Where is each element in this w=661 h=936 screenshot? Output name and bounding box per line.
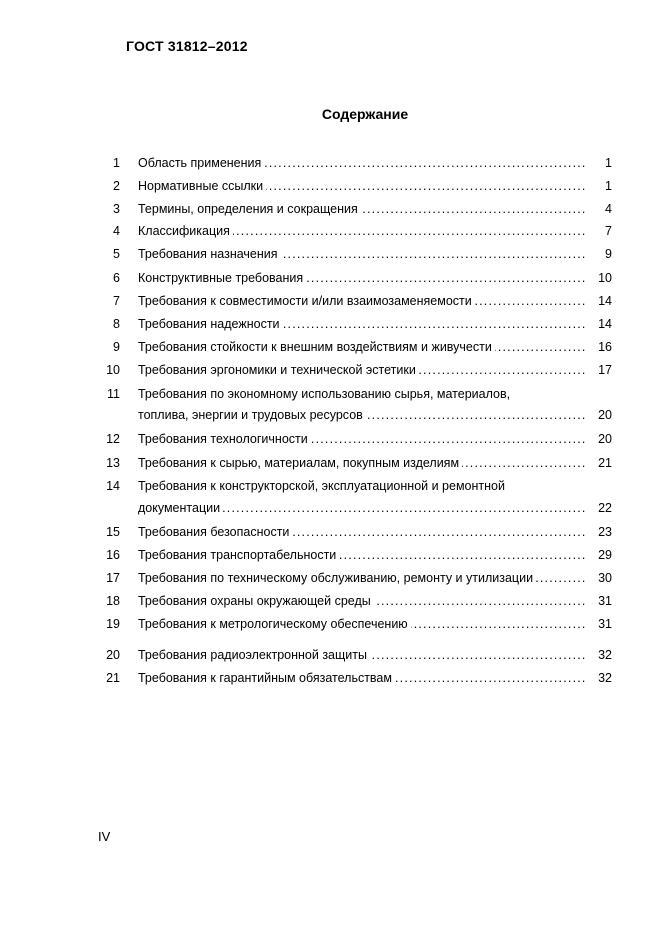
toc-entry[interactable]: [0, 385, 661, 403]
toc-entry-text: Требования надежности: [138, 317, 283, 331]
toc-entry-text: Требования транспортабельности: [138, 548, 339, 562]
toc-entry-number: 21: [106, 671, 120, 685]
toc-entry-number: 17: [106, 571, 120, 585]
toc-entry-number: 16: [106, 548, 120, 562]
toc-title: Содержание: [321, 106, 409, 122]
toc-entry-page: 32: [598, 648, 612, 662]
toc-entry-text: Требования стойкости к внешним воздействиям и живучести: [138, 340, 495, 354]
toc-entry-text: Требования радиоэлектронной защиты: [138, 648, 370, 662]
toc-entry-page: 20: [598, 432, 612, 446]
toc-entry[interactable]: [0, 222, 661, 240]
toc-entry[interactable]: [0, 269, 661, 287]
toc-entry-page: 14: [598, 294, 612, 308]
toc-entry-page: 9: [605, 247, 612, 261]
toc-entry-text: Требования к конструкторской, эксплуатационной и ремонтной: [138, 479, 505, 493]
toc-entry[interactable]: [0, 315, 661, 333]
toc-entry-page: 1: [605, 156, 612, 170]
toc-entry-page: 14: [598, 317, 612, 331]
toc-entry-number: 4: [113, 224, 120, 238]
toc-entry-text: Требования эргономики и технической эстетики: [138, 363, 419, 377]
toc-entry[interactable]: [0, 477, 661, 495]
toc-entry-text: Классификация: [138, 224, 233, 238]
toc-entry[interactable]: [0, 454, 661, 472]
toc-entry-text: Требования назначения: [138, 247, 281, 261]
toc-entry-text: Конструктивные требования: [138, 271, 306, 285]
toc-entry-page: 20: [598, 408, 612, 422]
toc-entry[interactable]: [0, 646, 661, 664]
toc-entry-number: 12: [106, 432, 120, 446]
toc-entry-text: Требования охраны окружающей среды: [138, 594, 374, 608]
toc-entry[interactable]: [0, 569, 661, 587]
toc-entry-text: Требования к совместимости и/или взаимозаменяемости: [138, 294, 475, 308]
toc-entry[interactable]: [0, 245, 661, 263]
toc-entry-number: 6: [113, 271, 120, 285]
toc-entry-text: Требования к гарантийным обязательствам: [138, 671, 395, 685]
toc-entry-number: 14: [106, 479, 120, 493]
toc-entry[interactable]: [0, 430, 661, 448]
toc-entry[interactable]: [0, 615, 661, 633]
toc-entry[interactable]: [0, 592, 661, 610]
toc-entry[interactable]: [0, 546, 661, 564]
toc-entry-continuation[interactable]: [0, 406, 661, 424]
toc-entry-number: 1: [113, 156, 120, 170]
toc-entry-number: 2: [113, 179, 120, 193]
toc-entry-page: 30: [598, 571, 612, 585]
toc-entry-number: 7: [113, 294, 120, 308]
toc-entry-number: 13: [106, 456, 120, 470]
toc-entry[interactable]: [0, 669, 661, 687]
toc-entry-page: 16: [598, 340, 612, 354]
toc-entry-page: 31: [598, 594, 612, 608]
toc-entry-number: 18: [106, 594, 120, 608]
toc-entry-number: 8: [113, 317, 120, 331]
toc-entry-number: 11: [107, 387, 120, 401]
toc-entry-page: 1: [605, 179, 612, 193]
toc-entry-text: Термины, определения и сокращения: [138, 202, 361, 216]
toc-entry[interactable]: [0, 177, 661, 195]
toc-entry-text: Требования по экономному использованию сырья, материалов,: [138, 387, 511, 401]
toc-entry[interactable]: [0, 292, 661, 310]
toc-entry-page: 17: [598, 363, 612, 377]
toc-entry-text: Требования по техническому обслуживанию, ремонту и утилизации: [138, 571, 536, 585]
toc-entry-page: 21: [598, 456, 612, 470]
toc-entry-page: 4: [605, 202, 612, 216]
toc-entry[interactable]: [0, 154, 661, 172]
toc-entry-continuation[interactable]: [0, 499, 661, 517]
toc-entry-text: Нормативные ссылки: [138, 179, 266, 193]
document-code: ГОСТ 31812–2012: [126, 38, 248, 54]
toc-entry-number: 5: [113, 247, 120, 261]
toc-entry-page: 22: [598, 501, 612, 515]
toc-entry-number: 3: [113, 202, 120, 216]
toc-entry-text-continued: документации: [138, 501, 223, 515]
toc-entry-page: 10: [598, 271, 612, 285]
toc-entry[interactable]: [0, 200, 661, 218]
toc-entry-text: Требования технологичности: [138, 432, 311, 446]
toc-entry-page: 23: [598, 525, 612, 539]
toc-entry[interactable]: [0, 338, 661, 356]
toc-entry-number: 19: [106, 617, 120, 631]
toc-entry-number: 9: [113, 340, 120, 354]
toc-entry-page: 32: [598, 671, 612, 685]
toc-entry-number: 10: [106, 363, 120, 377]
toc-entry-number: 15: [106, 525, 120, 539]
toc-entry-page: 7: [605, 224, 612, 238]
toc-entry[interactable]: [0, 523, 661, 541]
toc-entry[interactable]: [0, 361, 661, 379]
toc-entry-page: 29: [598, 548, 612, 562]
toc-entry-text-continued: топлива, энергии и трудовых ресурсов: [138, 408, 366, 422]
page-number: IV: [98, 829, 111, 844]
toc-entry-number: 20: [106, 648, 120, 662]
toc-entry-page: 31: [598, 617, 612, 631]
toc-entry-text: Область применения: [138, 156, 264, 170]
toc-entry-text: Требования к сырью, материалам, покупным изделиям: [138, 456, 462, 470]
toc-entry-text: Требования безопасности: [138, 525, 292, 539]
toc-entry-text: Требования к метрологическому обеспечению: [138, 617, 411, 631]
